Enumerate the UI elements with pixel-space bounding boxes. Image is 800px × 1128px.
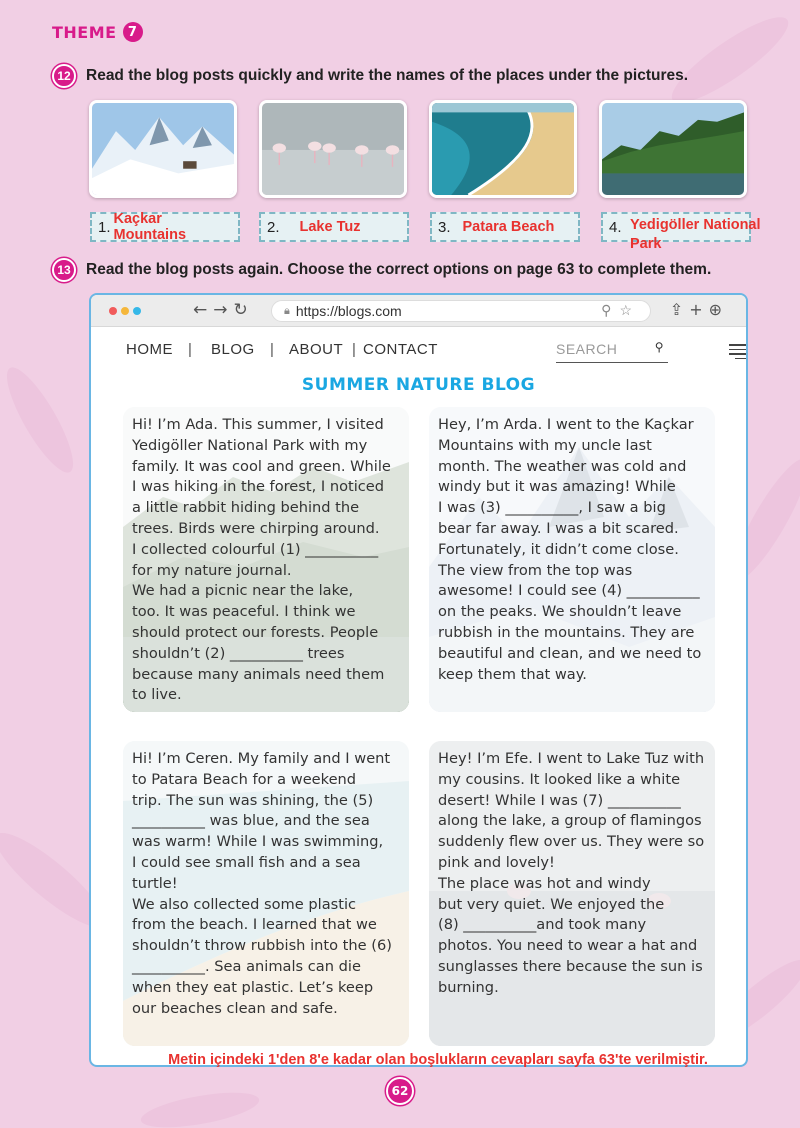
nav-home[interactable]: HOME	[126, 341, 173, 358]
maximize-dot-icon[interactable]	[133, 307, 141, 315]
search-icon[interactable]: ⚲	[654, 340, 664, 354]
answer-text: Lake Tuz	[299, 219, 361, 235]
nav-separator: |	[270, 341, 275, 358]
snowy-mountains-photo	[89, 100, 237, 198]
star-icon[interactable]: ☆	[619, 302, 640, 318]
post-text: Hi! I’m Ada. This summer, I visited Yedigöller National Park with my family. It was cool and green. While I was hiking in the forest, I noticed a little rabbit hiding behind the trees. Birds were chirping around. I collected colourful (1) __________ for my nature journal. We had a picnic near the lake, too. It was peaceful. I think we should protect our forests. People shouldn’t (2) __________ trees because many animals need them to live.	[132, 416, 391, 704]
task-text: Read the blog posts again. Choose the correct options on page 63 to complete them.	[86, 261, 712, 278]
blog-title: SUMMER NATURE BLOG	[301, 375, 536, 395]
nav-separator: |	[352, 341, 357, 358]
reload-icon[interactable]: ↻	[233, 300, 254, 320]
answer-box-2[interactable]	[259, 212, 409, 242]
address-bar[interactable]	[271, 300, 651, 322]
answer-box-3[interactable]	[430, 212, 580, 242]
answer-text: Patara Beach	[462, 219, 555, 235]
blog-post-efe	[429, 741, 715, 1046]
answer-footnote: Metin içindeki 1'den 8'e kadar olan boşlukların cevapları sayfa 63'te verilmiştir.	[168, 1052, 708, 1068]
browser-titlebar	[91, 295, 746, 327]
flamingos-lake-photo	[259, 100, 407, 198]
toolbar-right	[670, 300, 728, 319]
task-number-badge: 13	[52, 258, 76, 282]
answer-box-1[interactable]	[90, 212, 240, 242]
back-arrow-icon[interactable]: ←	[193, 300, 214, 320]
theme-label: THEME	[52, 22, 117, 42]
beach-coast-photo	[429, 100, 577, 198]
site-nav	[126, 341, 716, 363]
menu-icon[interactable]	[729, 344, 748, 362]
lock-icon: 🔒︎	[284, 304, 290, 317]
answer-line-1: Yedigöller National	[630, 217, 761, 233]
close-dot-icon[interactable]	[109, 307, 117, 315]
share-icon[interactable]: ⇪	[669, 300, 690, 319]
answer-text-4	[630, 216, 761, 254]
search-input[interactable]	[556, 341, 668, 363]
url-text: https://blogs.com	[295, 303, 402, 319]
task-text: Read the blog posts quickly and write the names of the places under the pictures.	[86, 67, 689, 84]
blog-post-arda	[429, 407, 715, 712]
nav-arrows	[193, 300, 254, 320]
task-13-instruction	[52, 258, 711, 282]
theme-header	[52, 22, 143, 42]
forward-arrow-icon[interactable]: →	[213, 300, 234, 320]
blog-post-ceren	[123, 741, 409, 1046]
post-text: Hey, I’m Arda. I went to the Kaçkar Mountains with my uncle last month. The weather was cold and windy but it was amazing! While I was (3) __________, I saw a big bear far away. I was a bit scared. Fortunately, it didn’t come close. The view from the top was awesome! I could see (4) __________ on the peaks. We shouldn’t leave rubbish in the mountains. They are beautiful and clean, and we need to keep them that way.	[438, 416, 702, 683]
download-icon[interactable]: ⊕	[708, 300, 728, 319]
task-number-badge: 12	[52, 64, 76, 88]
minimize-dot-icon[interactable]	[121, 307, 129, 315]
forest-lake-photo	[599, 100, 747, 198]
nav-about[interactable]: ABOUT	[289, 341, 344, 358]
answer-text: Kaçkar Mountains	[113, 211, 187, 243]
post-text: Hey! I’m Efe. I went to Lake Tuz with my cousins. It looked like a white desert! While I was (7) __________ along the lake, a group of flamingos suddenly flew over us. They were so pink and lovely! The place was hot and windy but very quiet. We enjoyed the (8) __________and took many photos. You need to wear a hat and sunglasses there because the sun is burning.	[438, 750, 705, 996]
nav-contact[interactable]: CONTACT	[363, 341, 438, 358]
post-text: Hi! I’m Ceren. My family and I went to Patara Beach for a weekend trip. The sun was shining, the (5) __________ was blue, and the sea was warm! While I was swimming, I could see small fish and a sea turtle! We also collected some plastic from the beach. I learned that we shouldn’t throw rubbish into the (6) __________. Sea animals can die when they eat plastic. Let’s keep our beaches clean and safe.	[132, 750, 392, 1017]
theme-number: 7	[123, 22, 143, 42]
pin-icon[interactable]: ⚲	[601, 302, 620, 318]
nav-blog[interactable]: BLOG	[211, 341, 255, 358]
answer-number: 1.	[98, 218, 111, 236]
task-12-instruction	[52, 64, 688, 88]
nav-separator: |	[188, 341, 193, 358]
blog-post-ada	[123, 407, 409, 712]
answer-line-2: Park	[630, 236, 662, 252]
browser-window	[89, 293, 748, 1067]
answer-number: 3.	[438, 218, 451, 236]
answer-number: 2.	[267, 218, 280, 236]
plus-icon[interactable]: +	[689, 300, 709, 319]
search-placeholder: SEARCH	[556, 341, 618, 357]
answer-number: 4.	[609, 218, 622, 236]
page-number: 62	[386, 1077, 414, 1105]
